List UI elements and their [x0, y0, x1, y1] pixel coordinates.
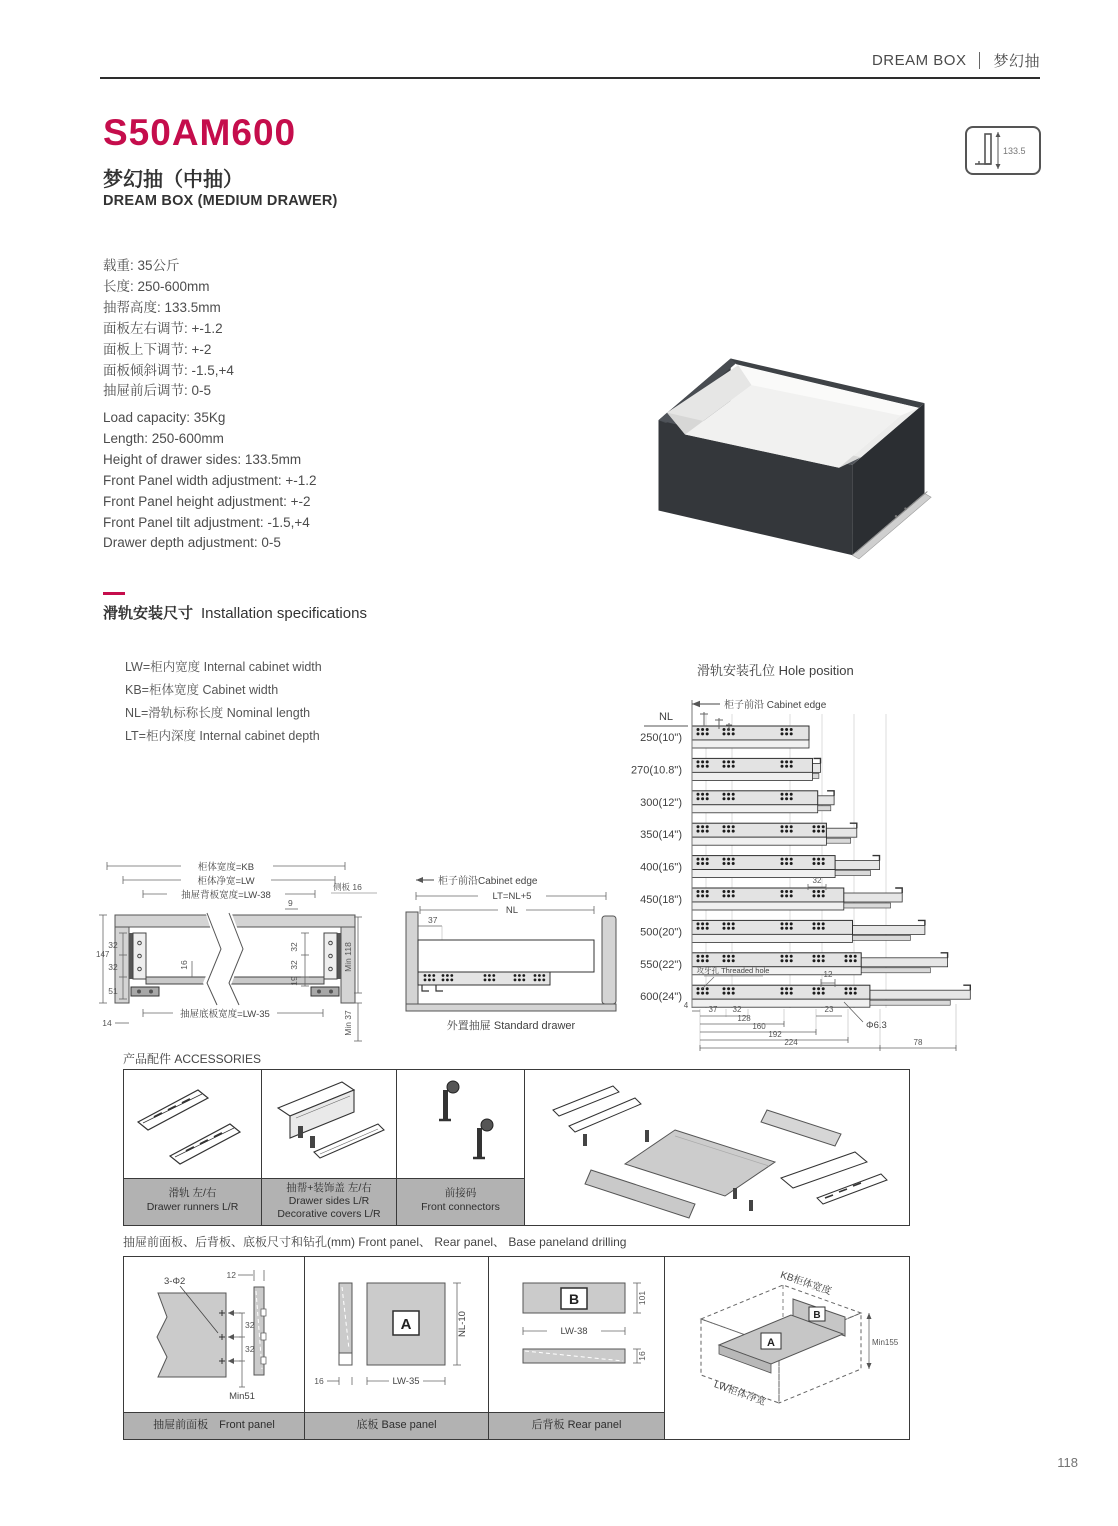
spec-line: Drawer depth adjustment: 0-5: [103, 535, 281, 551]
cabinet-isometric-drawing: [665, 1257, 907, 1438]
spec-line: Front Panel tilt adjustment: -1.5,+4: [103, 514, 310, 530]
spec-line: Front Panel width adjustment: +-1.2: [103, 472, 317, 488]
header-series: 梦幻抽: [993, 53, 1040, 70]
accessories-table: [123, 1069, 910, 1226]
dim-3-holes: 3-Φ2: [164, 1276, 186, 1287]
spec-line: Length: 250-600mm: [103, 430, 224, 446]
legend-line: NL=滑轨标称长度 Nominal length: [125, 706, 311, 720]
product-model: S50AM600: [103, 112, 297, 153]
threaded-hole-note: 攻牙孔 Threaded hole: [696, 966, 770, 975]
iso-label-b: B: [813, 1310, 821, 1321]
side-view-diagram: [398, 856, 648, 1056]
caption-rear-panel: 后背板 Rear panel: [489, 1412, 664, 1439]
dim-r32a: 32: [289, 942, 299, 952]
section-accent: [103, 592, 125, 595]
dim-lw-38: LW-38: [560, 1326, 588, 1337]
panel-cell-rear: [488, 1257, 664, 1439]
dim-hole-diameter: Φ6.3: [866, 1020, 887, 1031]
dim-lt: LT=NL+5: [492, 891, 532, 902]
iso-dim-lw: LW柜体净宽: [712, 1379, 768, 1409]
drawer-profile-icon: [967, 128, 1039, 173]
panel-cell-front: [124, 1257, 304, 1439]
svg-text:600(24"): 600(24"): [640, 991, 682, 1004]
legend-line: KB=柜体宽度 Cabinet width: [125, 683, 279, 697]
dim-r19: 19: [289, 976, 299, 986]
svg-text:500(20"): 500(20"): [640, 926, 682, 939]
accessories-title: 产品配件 ACCESSORIES: [123, 1052, 262, 1066]
dim-128: 128: [737, 1014, 751, 1023]
dim-37: 37: [708, 1005, 718, 1014]
nl-column-header: NL: [658, 711, 674, 723]
rear-panel-drawing: [489, 1257, 663, 1412]
spec-line: Height of drawer sides: 133.5mm: [103, 451, 302, 467]
caption-cn: 抽帮+装饰盖 左/右: [286, 1182, 372, 1194]
dim-16: 16: [179, 960, 189, 970]
iso-label-a: A: [767, 1337, 775, 1349]
accessory-cell-runners: [124, 1070, 261, 1225]
cabinet-edge-label: 柜子前沿 Cabinet edge: [724, 700, 827, 711]
dim-32a: 32: [245, 1320, 255, 1330]
caption-en: Front connectors: [421, 1200, 500, 1213]
dim-side-panel: 侧板 16: [333, 882, 362, 892]
dim-rear-thickness: 16: [637, 1351, 647, 1361]
header-rule: [100, 77, 1040, 79]
drawer-runners-icon: [124, 1070, 259, 1176]
exploded-assembly-icon: [525, 1070, 910, 1224]
header-brand: DREAM BOX: [871, 52, 967, 69]
dim-back-width: 抽屉背板宽度=LW-38: [181, 890, 271, 901]
dim-32-mid: 32: [812, 876, 822, 885]
spec-line: 面板左右调节: +-1.2: [103, 320, 223, 336]
spec-line: Load capacity: 35Kg: [103, 410, 226, 425]
iso-dim-kb: KB柜体宽度: [778, 1269, 833, 1298]
svg-text:350(14"): 350(14"): [640, 829, 682, 842]
cross-section-diagram: [95, 853, 390, 1053]
dim-kb: 柜体宽度=KB: [197, 862, 255, 873]
dim-78: 78: [913, 1038, 923, 1047]
caption-base-panel: 底板 Base panel: [305, 1412, 488, 1439]
dim-32: 32: [732, 1005, 742, 1014]
dim-lw-35: LW-35: [392, 1376, 420, 1387]
accessory-cell-connectors: [396, 1070, 524, 1225]
spec-line: 面板上下调节: +-2: [103, 341, 212, 357]
accessory-cell-exploded: [524, 1070, 911, 1225]
section-title: [103, 602, 367, 623]
legend: [125, 656, 322, 748]
spec-line: Front Panel height adjustment: +-2: [103, 493, 311, 509]
dim-nl: NL: [505, 905, 519, 916]
front-connectors-icon: [397, 1070, 523, 1176]
dim-min37: Min 37: [343, 1010, 353, 1036]
dim-224: 224: [784, 1038, 798, 1047]
drawer-sides-icon: [262, 1070, 395, 1176]
rear-panel-label: B: [568, 1291, 580, 1307]
dim-rear-height: 101: [637, 1290, 647, 1306]
svg-text:450(18"): 450(18"): [640, 894, 682, 906]
height-badge: [965, 126, 1041, 175]
dim-51: 51: [108, 986, 118, 996]
accessory-cell-sides: [261, 1070, 396, 1225]
caption-en2: Decorative covers L/R: [277, 1208, 381, 1220]
caption-connectors: [397, 1178, 524, 1225]
dim-bottom-width: 抽屉底板宽度=LW-35: [180, 1009, 270, 1020]
caption-sides: [262, 1178, 396, 1225]
caption-runners: [124, 1178, 261, 1225]
page-number: 118: [1057, 1455, 1078, 1470]
dim-23: 23: [824, 1005, 834, 1014]
product-photo: [608, 292, 1013, 577]
spec-line: 长度: 250-600mm: [103, 278, 210, 294]
spec-line: 面板倾斜调节: -1.5,+4: [103, 362, 234, 378]
spec-line: 抽帮高度: 133.5mm: [103, 299, 221, 315]
dim-37: 37: [428, 915, 438, 925]
legend-line: LW=柜内宽度 Internal cabinet width: [125, 660, 322, 674]
page-header: [872, 50, 1040, 71]
section-title-en: Installation specifications: [201, 605, 367, 622]
dim-nl-10: NL-10: [457, 1311, 468, 1337]
panel-cell-base: [304, 1257, 488, 1439]
product-name-cn: 梦幻抽（中抽）: [103, 169, 243, 191]
dim-160: 160: [752, 1022, 766, 1031]
dim-32b: 32: [245, 1344, 255, 1354]
dim-14: 14: [102, 1018, 112, 1028]
badge-value: 133.5: [1003, 146, 1026, 156]
dim-12: 12: [823, 970, 833, 979]
header-divider: [979, 52, 980, 69]
dim-32a: 32: [108, 940, 118, 950]
side-view-caption: 外置抽屉 Standard drawer: [446, 1020, 576, 1032]
product-name-en: DREAM BOX (MEDIUM DRAWER): [103, 193, 338, 209]
cabinet-edge-label: 柜子前沿Cabinet edge: [438, 876, 538, 887]
svg-text:400(16"): 400(16"): [640, 861, 682, 874]
section-title-cn: 滑轨安装尺寸: [103, 605, 194, 622]
caption-en: Drawer runners L/R: [146, 1200, 239, 1213]
caption-front-panel: 抽屉前面板 Front panel: [124, 1412, 304, 1439]
spec-line: 抽屉前后调节: 0-5: [103, 383, 212, 399]
svg-text:250(10"): 250(10"): [640, 732, 682, 744]
dim-12: 12: [226, 1270, 236, 1280]
dim-147: 147: [96, 950, 110, 959]
dim-min51: Min51: [229, 1391, 255, 1402]
dim-9: 9: [288, 898, 293, 908]
caption-cn: 前接码: [444, 1187, 477, 1199]
iso-dim-min155: Min155: [872, 1338, 899, 1347]
dim-lw: 柜体净宽=LW: [197, 876, 255, 887]
caption-en: Drawer sides L/R: [288, 1195, 370, 1207]
hole-position-diagram: [630, 656, 1112, 1058]
spec-line: 载重: 35公斤: [103, 258, 180, 273]
specs-chinese: [103, 256, 234, 402]
dim-r32b: 32: [289, 960, 299, 970]
dim-32b: 32: [108, 962, 118, 972]
svg-text:550(22"): 550(22"): [640, 958, 682, 971]
legend-line: LT=柜内深度 Internal cabinet depth: [125, 729, 320, 743]
front-panel-drawing: [124, 1257, 302, 1412]
dim-192: 192: [768, 1030, 782, 1039]
svg-text:270(10.8"): 270(10.8"): [631, 764, 682, 777]
panel-cell-isometric: [664, 1257, 908, 1439]
dim-min118: Min 118: [343, 942, 353, 972]
base-panel-label: A: [400, 1316, 412, 1333]
panels-table: [123, 1256, 910, 1440]
specs-english: [103, 408, 317, 554]
dim-4: 4: [683, 1001, 689, 1010]
hole-position-title: 滑轨安装孔位 Hole position: [697, 663, 854, 678]
dim-16: 16: [314, 1376, 324, 1386]
base-panel-drawing: [305, 1257, 487, 1412]
panels-note: 抽屉前面板、后背板、底板尺寸和钻孔(mm) Front panel、 Rear panel、 Base paneland drilling: [123, 1235, 627, 1249]
caption-cn: 滑轨 左/右: [168, 1187, 217, 1199]
svg-text:300(12"): 300(12"): [640, 796, 682, 809]
